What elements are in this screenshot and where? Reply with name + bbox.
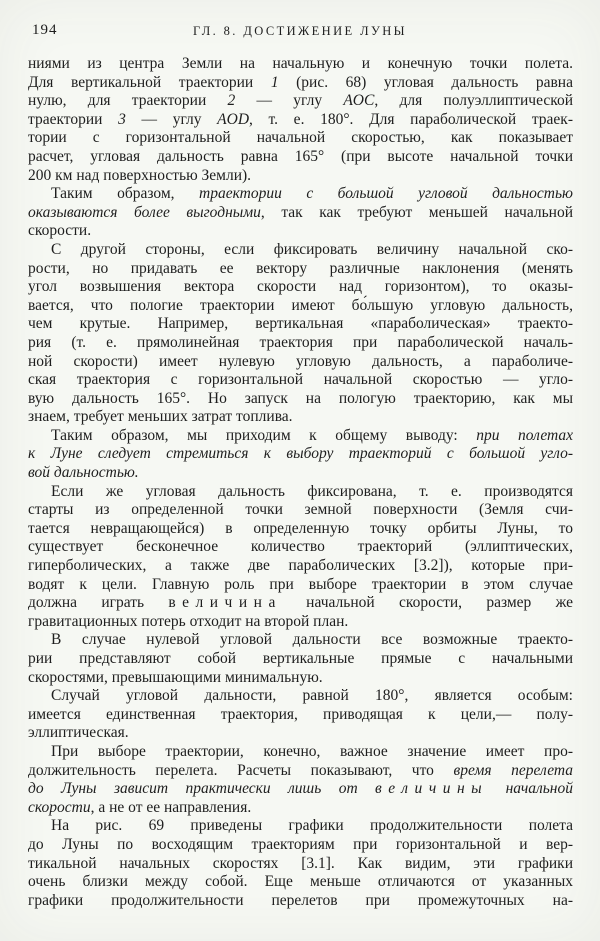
text-run: должительность перелета. Расчеты показывают, что [28,761,454,779]
text-run: величина [168,594,282,612]
text-line [28,353,573,372]
body-text [28,55,573,910]
text-run: до Луны зависит практически лишь от [28,780,376,798]
text-run: старты из определенной точки земной поверхности (Земля счи- [28,501,573,519]
text-line [28,464,573,483]
text-run: к Луне следует стремиться к выбору траекторий с большой угло- [28,445,573,463]
text-line [28,613,573,632]
text-run: рия (т. е. прямолинейная траектория при параболической началь- [28,333,573,351]
text-line [28,315,573,334]
text-line [28,297,573,316]
text-run: очень близки между собой. Еще меньше отличаются от указанных [28,873,573,891]
text-run: величины [375,780,489,798]
text-run: 200 км над поверхностью Земли). [28,166,252,184]
text-run: При выборе траектории, конечно, важное значение имеет про- [51,742,573,760]
text-run: начальной [488,780,573,798]
text-line [28,576,573,595]
text-run: имеется единственная траектория, приводящая к цели,— полу- [28,705,573,723]
text-run: расчет, угловая дальность равна 165° (при высоте начальной точки [28,147,573,165]
text-line [28,817,573,836]
text-line [28,408,573,427]
text-run: нулю, для траектории [28,92,228,110]
text-line [28,724,573,743]
text-run: — углу [125,110,218,128]
text-line [28,780,573,799]
text-run: оказываются более выгодными [28,203,261,221]
text-line [28,892,573,911]
text-line [28,222,573,241]
text-run: водят к цели. Главную роль при выборе траектории в этом случае [28,575,573,593]
text-run: Таким образом, [51,185,200,203]
text-run: , так как требуют меньшей начальной [260,203,573,221]
text-run: Таким образом, мы приходим к общему выводу: [51,426,477,444]
text-run: С другой стороны, если фиксировать величину начальной ско- [51,240,573,258]
text-line [28,594,573,613]
text-run: тории с горизонтальной начальной скоростью, как показывает [28,129,573,147]
text-line [28,74,573,93]
text-run: траектории [28,110,119,128]
text-run: , для полуэллиптической [374,92,574,110]
text-run: чем крутые. Например, вертикальная «параболическая» траекто- [28,315,573,333]
text-run: ская траектория с горизонтальной начальной скоростью — угло- [28,371,573,389]
text-line [28,836,573,855]
text-line [28,371,573,390]
text-run: AOD [217,110,250,128]
text-run: угол возвышения вектора скорости над горизонтом), то оказы- [28,278,573,296]
text-run: тается невращающейся) в определенную точку орбиты Луны, то [28,519,573,537]
text-run: В случае нулевой угловой дальности все возможные траекто- [51,631,573,649]
text-line [28,631,573,650]
text-run: Случай угловой дальности, равной 180°, является особым: [51,687,573,705]
text-line [28,334,573,353]
chapter-header: ГЛ. 8. ДОСТИЖЕНИЕ ЛУНЫ [193,24,407,38]
text-run: 2 [227,92,236,110]
text-line [28,241,573,260]
text-line [28,520,573,539]
text-line [28,762,573,781]
page-number: 194 [32,22,58,38]
text-run: скоростями, превышающими минимальную. [28,668,323,686]
text-run: (рис. 68) угловая дальность равна [278,73,573,91]
text-run: графики продолжительности перелетов при промежуточных на- [28,891,573,909]
text-run: скорости [28,798,91,816]
text-line [28,687,573,706]
text-run: должна играть [28,594,169,612]
text-line [28,650,573,669]
text-line [28,557,573,576]
text-line [28,706,573,725]
text-run: рии представляют собой вертикальные прямые с начальными [28,650,573,667]
text-run: эллиптическая. [28,724,129,742]
text-run: вается, что пологие траектории имеют бо́льшую угловую дальность, [28,296,573,314]
text-run: скорости. [28,222,92,240]
text-run: ной скорости) имеет нулевую угловую дальность, а параболиче- [28,352,573,370]
text-run: знаем, требует меньших затрат топлива. [28,408,293,426]
text-line [28,55,573,74]
text-line [28,873,573,892]
text-run: , т. е. 180°. Для параболической траек- [249,110,573,128]
text-run: гравитационных потерь отходит на второй план. [28,612,349,630]
running-header [30,21,570,39]
text-run: траектории с большой угловой дальностью [199,185,573,203]
text-run: ниями из центра Земли на начальную и конечную точки полета. [28,55,573,72]
text-run: рости, но придавать ее вектору различные наклонения (менять [28,259,573,277]
text-run: при полетах [476,426,574,444]
text-line [28,148,573,167]
text-run: существует бесконечное количество траекторий (эллиптических, [28,538,573,556]
text-line [28,799,573,818]
text-run: гиперболических, а также две параболических [3.2]), которые при- [28,557,573,575]
text-line [28,92,573,111]
text-line [28,538,573,557]
text-run: до Луны по восходящим траекториям при горизонтальной и вер- [28,835,573,853]
text-run: Для вертикальной траектории [28,73,271,91]
text-line [28,129,573,148]
text-run: , а не от ее направления. [90,798,252,816]
text-line [28,445,573,464]
text-run: вой дальностью. [28,464,139,482]
text-line [28,483,573,502]
text-line [28,185,573,204]
text-run: 1 [270,73,279,91]
text-run: 3 [118,110,126,128]
text-line [28,855,573,874]
text-line [28,278,573,297]
text-run: начальной скорости, размер же [281,594,573,612]
text-run: вую дальность 165°. Но запуск на пологую траекторию, как мы [28,389,573,407]
text-run: Если же угловая дальность фиксирована, т. е. производятся [51,482,573,500]
text-run: — углу [235,92,344,110]
text-line [28,501,573,520]
text-line [28,167,573,186]
text-line [28,743,573,762]
text-run: тикальной начальных скоростях [3.1]. Как видим, эти графики [28,854,573,872]
text-line [28,111,573,130]
text-line [28,204,573,223]
text-run: AOC [343,92,375,110]
text-line [28,390,573,409]
text-line [28,427,573,446]
text-run: На рис. 69 приведены графики продолжительности полета [51,817,573,835]
text-run: время перелета [453,761,573,779]
text-line [28,669,573,688]
text-line [28,260,573,279]
